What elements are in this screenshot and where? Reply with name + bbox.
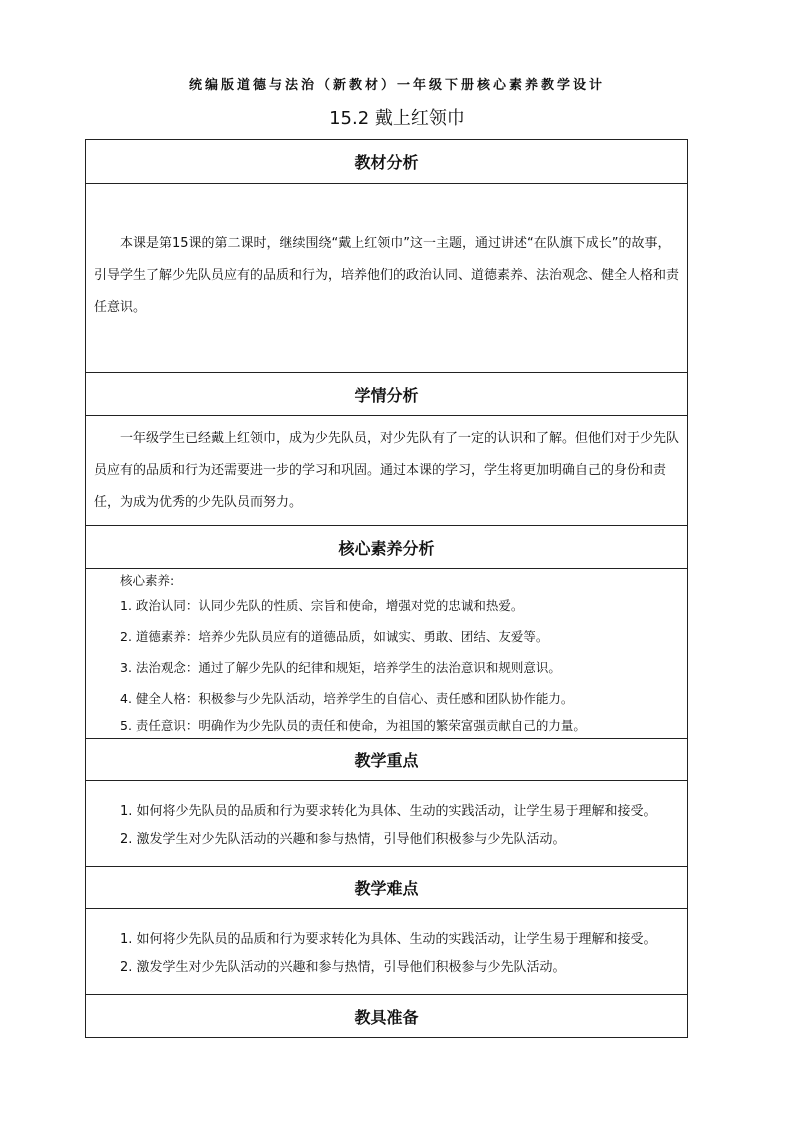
key-points-cell: [86, 781, 688, 867]
lesson-title: 15.2 戴上红领巾: [329, 108, 465, 129]
student-analysis-body: 一年级学生已经戴上红领巾，成为少先队员，对少先队有了一定的认识和了解。但他们对于少先队员应有的品质和行为还需要进一步的学习和巩固。通过本课的学习，学生将更加明确自己的身份和责任，为成为优秀的少先队员而努力。: [94, 430, 680, 510]
core-literacy-item: 1. 政治认同：认同少先队的性质、宗旨和使命，增强对党的忠诚和热爱。: [120, 598, 524, 613]
key-points-heading: 教学重点: [86, 739, 688, 781]
textbook-analysis-heading: 教材分析: [86, 140, 688, 184]
key-point-item: 1. 如何将少先队员的品质和行为要求转化为具体、生动的实践活动，让学生易于理解和接受。: [120, 803, 657, 819]
core-literacy-heading: 核心素养分析: [86, 526, 688, 569]
core-literacy-cell: [86, 569, 688, 739]
lesson-plan-table: [85, 139, 688, 1038]
key-point-item: 2. 激发学生对少先队活动的兴趣和参与热情，引导他们积极参与少先队活动。: [120, 831, 566, 847]
core-literacy-item: 3. 法治观念：通过了解少先队的纪律和规矩，培养学生的法治意识和规则意识。: [120, 660, 561, 675]
core-literacy-intro: 核心素养:: [120, 573, 175, 588]
difficulties-heading: 教学难点: [86, 867, 688, 909]
difficulty-item: 1. 如何将少先队员的品质和行为要求转化为具体、生动的实践活动，让学生易于理解和接受。: [120, 931, 657, 947]
student-analysis-heading: 学情分析: [86, 373, 688, 416]
core-literacy-item: 5. 责任意识：明确作为少先队员的责任和使命，为祖国的繁荣富强贡献自己的力量。: [120, 718, 586, 733]
textbook-analysis-body: 本课是第15课的第二课时，继续围绕“戴上红领巾”这一主题，通过讲述“在队旗下成长”的故事，引导学生了解少先队员应有的品质和行为，培养他们的政治认同、道德素养、法治观念、健全人格和责任意识。: [94, 236, 680, 315]
teaching-aids-heading: 教具准备: [86, 995, 688, 1038]
difficulty-item: 2. 激发学生对少先队活动的兴趣和参与热情，引导他们积极参与少先队活动。: [120, 959, 566, 975]
series-title: 统编版道德与法治（新教材）一年级下册核心素养教学设计: [188, 78, 605, 93]
textbook-analysis-cell: [86, 184, 688, 373]
student-analysis-cell: [86, 416, 688, 526]
core-literacy-item: 2. 道德素养：培养少先队员应有的道德品质，如诚实、勇敢、团结、友爱等。: [120, 629, 549, 644]
difficulties-cell: [86, 909, 688, 995]
core-literacy-item: 4. 健全人格：积极参与少先队活动，培养学生的自信心、责任感和团队协作能力。: [120, 691, 574, 706]
